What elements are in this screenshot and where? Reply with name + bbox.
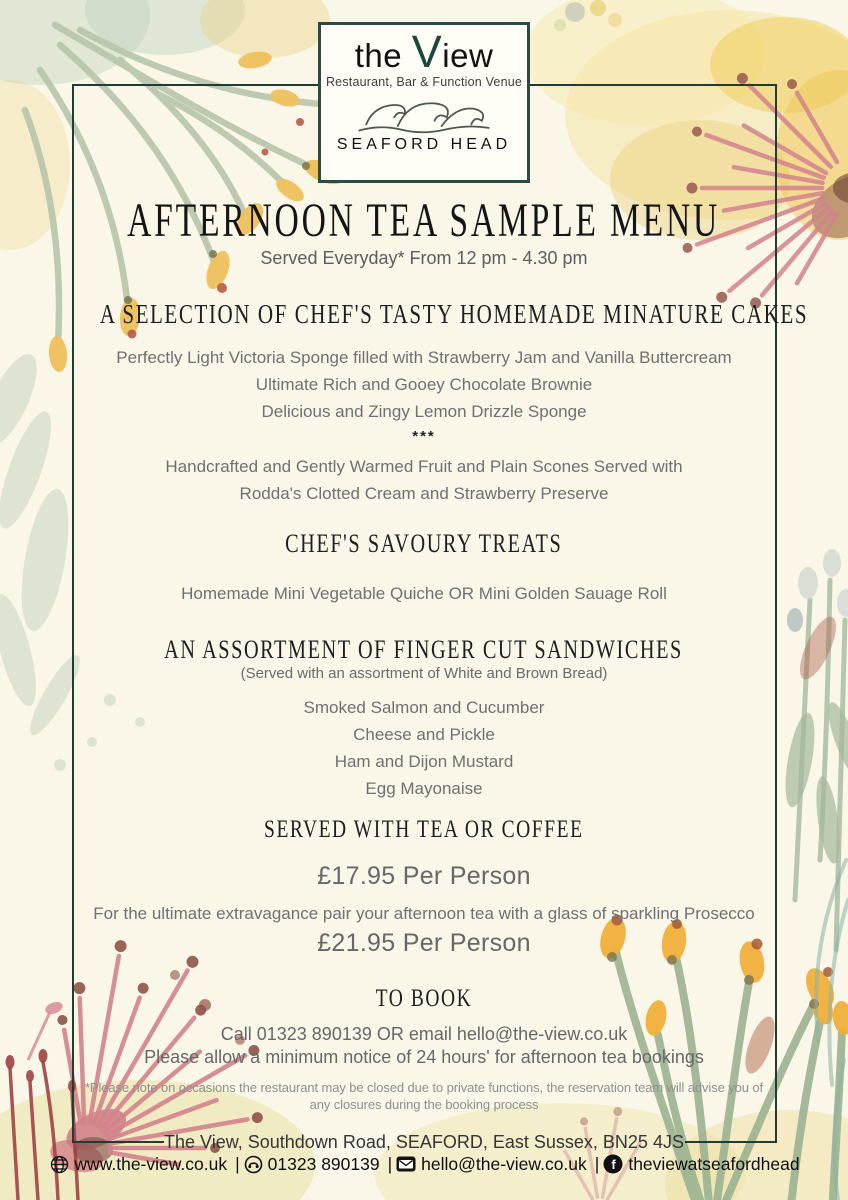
menu-item: Smoked Salmon and Cucumber (303, 698, 545, 717)
footer-address: The View, Southdown Road, SEAFORD, East Sussex, BN25 4JS (164, 1132, 684, 1152)
sandwiches-note: (Served with an assortment of White and Brown Bread) (240, 665, 608, 682)
section-heading-savoury: CHEF'S SAVOURY TREATS (285, 529, 563, 558)
logo-tagline: Restaurant, Bar & Function Venue (325, 75, 523, 89)
menu-item: Egg Mayonaise (365, 779, 483, 798)
booking-contact-line: Call 01323 890139 OR email hello@the-view.co.uk (220, 1024, 628, 1044)
footer-facebook: theviewatseafordhead (628, 1154, 800, 1174)
booking-fine-print: *Please note on occasions the restaurant may be closed due to private functions, the reservation team will advise you of any closures during the booking process (84, 1080, 764, 1112)
footer-contact-bar (0, 1153, 848, 1175)
price-standard: £17.95 Per Person (317, 862, 531, 890)
menu-item: Ham and Dijon Mustard (334, 752, 514, 771)
footer-website: www.the-view.co.uk (74, 1154, 228, 1174)
page-subtitle: Served Everyday* From 12 pm - 4.30 pm (260, 248, 588, 268)
menu-item: Homemade Mini Vegetable Quiche OR Mini Golden Sauage Roll (181, 584, 667, 603)
section-heading-tea-coffee: SERVED WITH TEA OR COFFEE (264, 816, 584, 843)
globe-icon (50, 1155, 69, 1174)
booking-notice-line: Please allow a minimum notice of 24 hours' for afternoon tea bookings (144, 1047, 704, 1067)
section-divider: *** (412, 428, 436, 445)
footer-separator: | (594, 1154, 600, 1174)
footer-phone: 01323 890139 (267, 1154, 380, 1174)
menu-item: Cheese and Pickle (353, 725, 495, 744)
footer-separator: | (235, 1154, 240, 1174)
menu-item: Rodda's Clotted Cream and Strawberry Preserve (239, 484, 609, 503)
footer-email: hello@the-view.co.uk (421, 1154, 587, 1174)
waves-icon (354, 91, 494, 135)
section-heading-sandwiches: AN ASSORTMENT OF FINGER CUT SANDWICHES (164, 635, 684, 664)
footer-separator: | (387, 1154, 393, 1174)
cakes-list (0, 344, 848, 425)
page-title: AFTERNOON TEA SAMPLE MENU (127, 194, 721, 247)
menu-item: Handcrafted and Gently Warmed Fruit and Plain Scones Served with (165, 457, 683, 476)
phone-icon (244, 1155, 263, 1174)
prosecco-note: For the ultimate extravagance pair your afternoon tea with a glass of sparkling Prosecco (93, 904, 755, 923)
menu-item: Perfectly Light Victoria Sponge filled with Strawberry Jam and Vanilla Buttercream (116, 348, 732, 367)
facebook-icon (603, 1154, 623, 1174)
svg-text:f: f (611, 1157, 616, 1172)
price-prosecco: £21.95 Per Person (317, 929, 531, 957)
logo-name: the View (354, 26, 494, 77)
logo-accent-letter: V (411, 26, 443, 77)
section-heading-to-book: TO BOOK (375, 985, 473, 1012)
menu-item: Ultimate Rich and Gooey Chocolate Brownie (255, 375, 593, 394)
envelope-icon (396, 1154, 416, 1174)
logo-location: SEAFORD HEAD (336, 136, 512, 153)
menu-item: Delicious and Zingy Lemon Drizzle Sponge (261, 402, 587, 421)
scones-list (0, 453, 848, 507)
logo (318, 22, 530, 183)
sandwich-list (0, 694, 848, 802)
section-heading-cakes: A SELECTION OF CHEF'S TASTY HOMEMADE MINATURE CAKES (99, 299, 809, 329)
